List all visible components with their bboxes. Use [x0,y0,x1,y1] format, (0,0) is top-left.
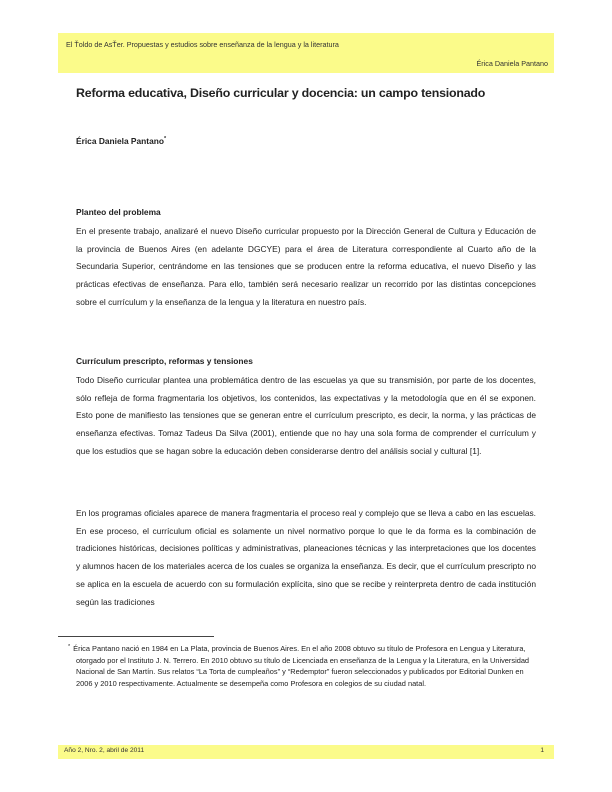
paragraph-problem: En el presente trabajo, analizaré el nuevo Diseño curricular propuesto por la Dirección General de Cultura y Educación de la provincia de Buenos Aires (en adelante DGCYE) para el área de Literatura correspondiente al Cuarto año de la Secundaria Superior, centrándome en las tensiones que se producen entre la reforma educativa, el nuevo Diseño y las prácticas efectivas de enseñanza. Para ello, también será necesario realizar un recorrido por las distintas concepciones sobre el currículum y la enseñanza de la lengua y la literatura en nuestro país. [76,226,536,307]
header-author: Érica Daniela Pantano [476,59,548,68]
page-number: 1 [540,747,544,754]
running-header [58,33,554,73]
byline [76,136,166,146]
section-heading-problem: Planteo del problema [76,207,161,217]
article-title: Reforma educativa, Diseño curricular y docencia: un campo tensionado [76,86,486,100]
footnote-ref[interactable]: * [163,136,167,142]
section-heading-curriculum: Currículum prescripto, reformas y tensiones [76,356,253,366]
footnote-divider [58,636,214,637]
footnote-mark: * [68,644,71,650]
author-name: Érica Daniela Pantano [76,136,164,146]
issue-info: Año 2, Nro. 2, abril de 2011 [64,747,145,754]
paragraph-curriculum-2: En los programas oficiales aparece de manera fragmentaria el proceso real y complejo que se lleva a cabo en las escuelas. En ese proceso, el currículum oficial es solamente un nivel normativo porque lo que le da forma es la combinación de tradiciones históricas, decisiones políticas y administrativas, planeaciones técnicas y las interpretaciones que los docentes y alumnos hacen de los materiales acerca de los cuales se organiza la enseñanza. Es decir, que el currículum prescripto no se aplica en la escuela de acuerdo con su formulación explícita, sino que se recibe y reinterpreta dentro de cada institución según las tradiciones [76,508,536,607]
footnote-text: Érica Pantano nació en 1984 en La Plata, provincia de Buenos Aires. En el año 2008 obtuvo su título de Profesora en Lengua y Literatura, otorgado por el Instituto J. N. Terrero. En 2010 obtuvo su título de Licenciada en enseñanza de la Lengua y la Literatura, en la Universidad Nacional de San Martín. Sus relatos “La Torta de cumpleaños” y “Redemptor” fueron seleccionados y publicados por Editorial Dunken en 2006 y 2010 respectivamente. Actualmente se desempeña como Profesora en colegios de su ciudad natal. [73,644,530,688]
journal-title: El Ťoldo de AsŤer. Propuestas y estudios sobre enseñanza de la lengua y la literatura [66,40,339,49]
running-footer [58,745,554,759]
footnote [68,642,536,689]
paragraph-curriculum-1: Todo Diseño curricular plantea una problemática dentro de las escuelas ya que su transmisión, por parte de los docentes, sólo refleja de forma fragmentaria los objetivos, los contenidos, las expectativas y la metodología que en él se exponen. Esto pone de manifiesto las tensiones que se generan entre el currículum prescripto, es decir, la norma, y las prácticas de enseñanza efectivas. Tomaz Tadeus Da Silva (2001), entiende que no hay una sola forma de comprender el currículum y que los estudios que se hagan sobre la educación deben considerarse dentro del análisis social y cultural [1]. [76,375,536,456]
